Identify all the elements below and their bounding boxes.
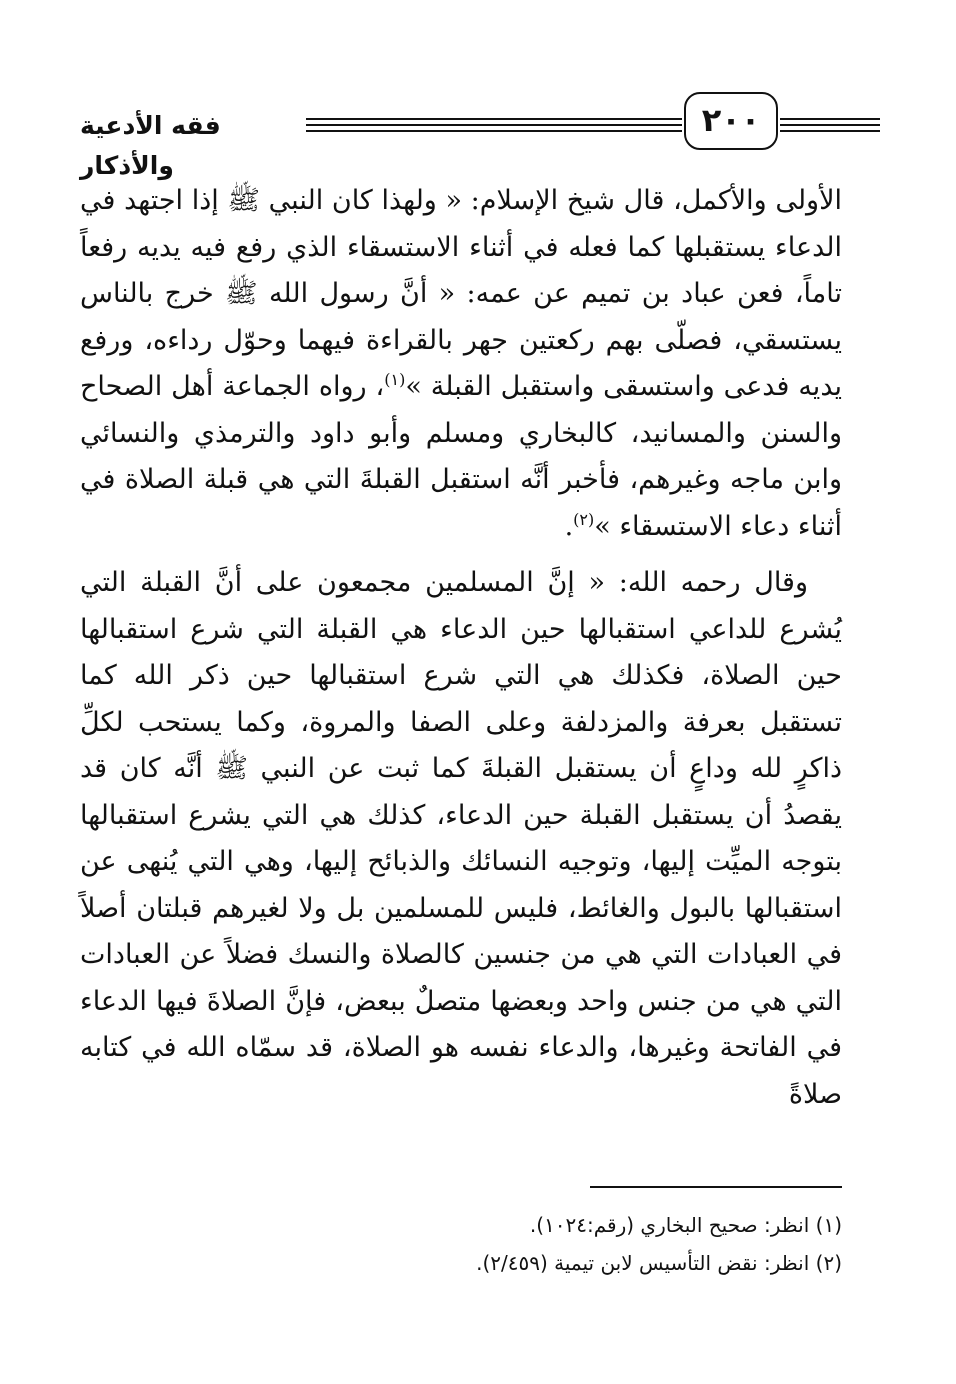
paragraph-text: وقال رحمه الله: « إنَّ المسلمين مجمعون على أنَّ القبلة التي يُشرع للداعي استقبالها حين الدعاء هي القبلة التي شرع استقبالها حين الصلاة، فكذلك هي التي شرع استقبالها حين ذكر الله كما تستقبل بعرفة والمزدلفة وعلى الصفا والمروة، وكما يستحب لكلِّ ذاكرٍ لله وداعٍ أن يستقبل القبلةَ كما ثبت عن النبي ﷺ أنَّه كان قد يقصدُ أن يستقبل القبلة حين الدعاء، كذلك هي التي يشرع استقبالها بتوجه الميِّت إليها، وتوجيه النسائك والذبائح إليها، وهي التي يُنهى عن استقبالها بالبول والغائط، فليس للمسلمين بل ولا لغيرهم قبلتان أصلاً في العبادات التي هي من جنسين كالصلاة والنسك فضلاً عن العبادات التي هي من جنس واحد وبعضها متصلٌ ببعض، فإنَّ الصلاةَ فيها الدعاء في الفاتحة وغيرها، والدعاء نفسه هو الصلاة، قد سمّاه الله في كتابه صلاةً — [80, 567, 842, 1110]
footnotes — [300, 1206, 842, 1282]
header-rule — [780, 118, 880, 120]
footnote: (١) انظر: صحيح البخاري (رقم:١٠٢٤). — [529, 1213, 842, 1237]
header-rule — [780, 124, 880, 126]
paragraph-text: . — [564, 510, 574, 542]
paragraph-text: ، رواه الجماعة أهل الصحاح والسنن والمسانيد، كالبخاري ومسلم وأبو داود والترمذي والنسائي وابن ماجه وغيرهم، فأخبر أنَّه استقبل القبلةَ التي هي قبلة الصلاة في أثناء دعاء الاستسقاء » — [80, 371, 842, 542]
book-title: فقه الأدعية والأذكار — [80, 111, 221, 180]
footnote: (٢) انظر: نقض التأسيس لابن تيمية (٢/٤٥٩). — [476, 1251, 842, 1275]
paragraph — [80, 178, 842, 550]
page-number: ٢٠٠ — [684, 92, 778, 150]
footnote-separator — [590, 1186, 842, 1188]
paragraph-text: الأولى والأكمل، قال شيخ الإسلام: « ولهذا كان النبي ﷺ إذا اجتهد في الدعاء يستقبلها كما فعله في أثناء الاستسقاء الذي رفع فيه يديه رفعاً تاماً، فعن عباد بن تميم عن عمه: « أنَّ رسول الله ﷺ خرج بالناس يستسقي، فصلّى بهم ركعتين جهر بالقراءة فيهما وحوّل رداءه، ورفع يديه فدعى واستسقى واستقبل القبلة » — [80, 185, 843, 402]
header-rule — [306, 124, 682, 126]
page-header — [80, 92, 880, 180]
header-rule — [306, 130, 682, 132]
paragraph — [80, 560, 842, 1118]
header-rule — [780, 130, 880, 132]
header-rule — [306, 118, 682, 120]
footnote-ref: (١) — [384, 370, 406, 389]
main-text — [80, 178, 842, 1118]
footnote-ref: (٢) — [573, 509, 595, 529]
